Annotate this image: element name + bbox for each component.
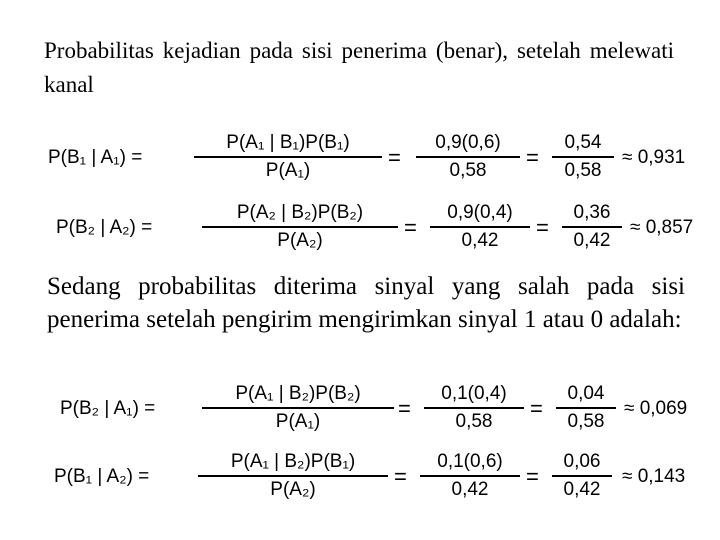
denominator: P(A₂) xyxy=(277,230,323,251)
equation-lhs: P(B₁ | A₁) = xyxy=(48,147,143,168)
equals-sign: = xyxy=(398,396,411,421)
equals-sign: = xyxy=(536,215,549,240)
fraction-formula xyxy=(198,449,388,505)
equals-sign: = xyxy=(530,396,543,421)
equation-2 xyxy=(56,200,716,256)
fraction-values xyxy=(424,381,524,437)
denominator: 0,42 xyxy=(451,479,489,500)
numerator: P(A₂ | B₂)P(B₂) xyxy=(236,202,364,223)
numerator: 0,9(0,6) xyxy=(435,132,501,153)
denominator: 0,42 xyxy=(573,230,611,251)
denominator: P(A₂) xyxy=(270,479,316,500)
fraction-result xyxy=(552,449,612,505)
denominator: 0,58 xyxy=(449,160,487,181)
equals-sign: = xyxy=(404,215,417,240)
numerator: 0,06 xyxy=(563,451,601,472)
denominator: 0,42 xyxy=(563,479,601,500)
equals-sign: = xyxy=(526,145,539,170)
denominator: 0,42 xyxy=(461,230,499,251)
denominator: 0,58 xyxy=(564,160,602,181)
approx-result: ≈ 0,857 xyxy=(630,217,694,238)
numerator: 0,36 xyxy=(573,202,611,223)
fraction-values xyxy=(416,130,520,186)
denominator: P(A₁) xyxy=(265,160,311,181)
middle-paragraph: Sedang probabilitas diterima sinyal yang salah pada sisi penerima setelah pengirim mengirimkan sinyal 1 atau 0 adalah: xyxy=(47,273,685,333)
equation-4 xyxy=(54,449,714,505)
numerator: 0,1(0,4) xyxy=(441,383,507,404)
fraction-formula xyxy=(202,381,394,437)
approx-result: ≈ 0,931 xyxy=(622,147,686,168)
equals-sign: = xyxy=(388,145,401,170)
numerator: P(A₁ | B₂)P(B₂) xyxy=(235,383,361,404)
fraction-formula xyxy=(202,200,398,256)
fraction-result xyxy=(562,200,622,256)
intro-paragraph: Probabilitas kejadian pada sisi penerima (benar), setelah melewati kanal xyxy=(44,38,674,97)
numerator: 0,54 xyxy=(564,132,602,153)
numerator: 0,9(0,4) xyxy=(447,202,513,223)
fraction-result xyxy=(556,381,616,437)
numerator: 0,1(0,6) xyxy=(437,451,503,472)
denominator: 0,58 xyxy=(455,411,493,432)
equation-lhs: P(B₂ | A₁) = xyxy=(60,398,156,419)
numerator: P(A₁ | B₂)P(B₁) xyxy=(230,451,356,472)
equals-sign: = xyxy=(394,464,407,489)
equation-lhs: P(B₂ | A₂) = xyxy=(56,217,153,238)
approx-result: ≈ 0,069 xyxy=(624,398,688,419)
equation-lhs: P(B₁ | A₂) = xyxy=(54,466,150,487)
approx-result: ≈ 0,143 xyxy=(622,466,686,487)
fraction-result xyxy=(552,130,614,186)
fraction-values xyxy=(420,449,520,505)
fraction-formula xyxy=(194,130,382,186)
denominator: 0,58 xyxy=(567,411,605,432)
denominator: P(A₁) xyxy=(275,411,321,432)
numerator: P(A₁ | B₁)P(B₁) xyxy=(226,132,350,153)
equation-1 xyxy=(48,130,708,186)
numerator: 0,04 xyxy=(567,383,605,404)
equation-3 xyxy=(60,381,720,437)
fraction-values xyxy=(430,200,530,256)
equals-sign: = xyxy=(526,464,539,489)
